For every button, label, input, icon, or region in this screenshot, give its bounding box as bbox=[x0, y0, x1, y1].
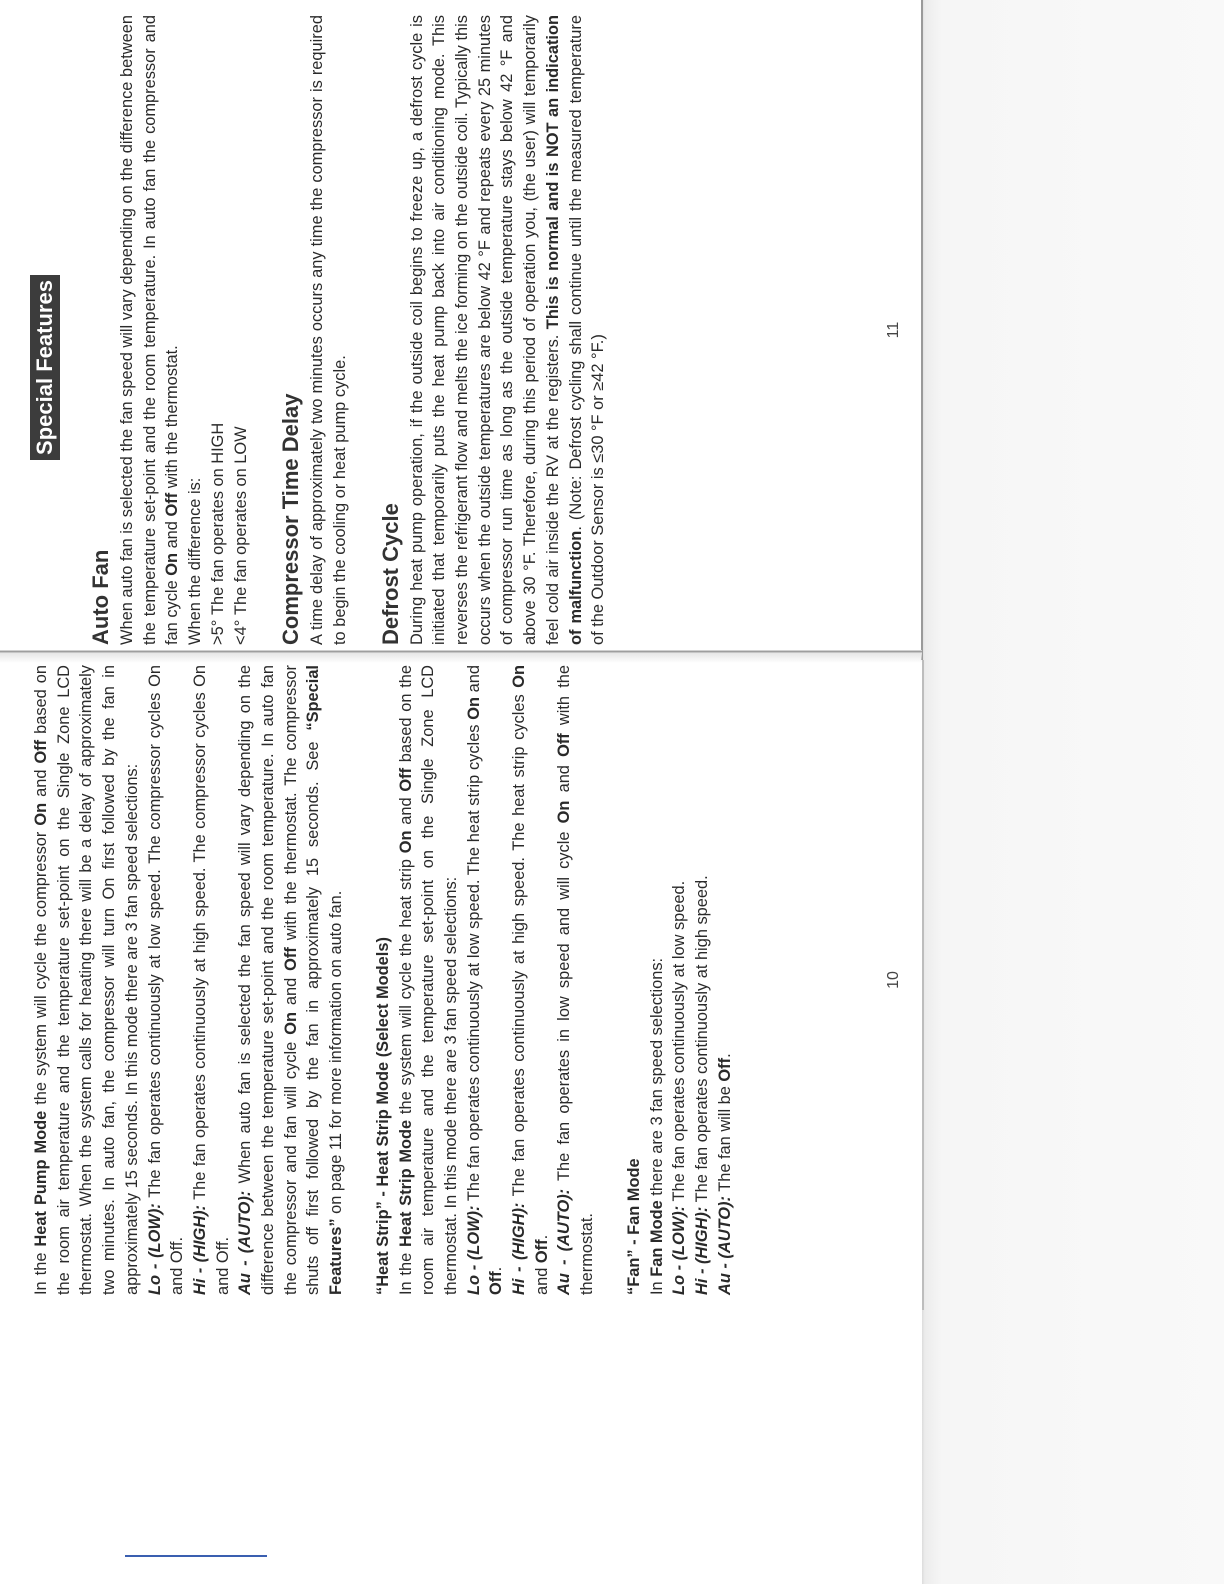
page-edge bbox=[922, 660, 924, 1310]
heat-strip-low-setting: Lo - (LOW): The fan operates continuously at low speed. The heat strip cycles On and Off. bbox=[464, 664, 506, 1295]
page-number: 10 bbox=[885, 971, 902, 989]
heat-pump-low-setting: Lo - (LOW): The fan operates continuously at low speed. The compressor cycles On and Off. bbox=[145, 665, 187, 1295]
fan-mode-heading: “Fan” - Fan Mode bbox=[624, 1158, 643, 1295]
fan-mode-auto-setting: Au - (AUTO): The fan will be Off. bbox=[715, 1053, 734, 1295]
manual-page-11 bbox=[30, 15, 900, 645]
scanner-background bbox=[922, 0, 1224, 1584]
fold-shadow bbox=[0, 653, 922, 663]
heat-pump-mode-paragraph: In the Heat Pump Mode the system will cycle the compressor On and Off based on the room air temperature and the temperature set-point on the Single Zone LCD thermostat. When the system calls for heating there will be a delay of approximately two minutes. In auto fan, the compressor will turn On first followed by the fan in approximately 15 seconds. In this mode there are 3 fan speed selections: bbox=[32, 664, 141, 1295]
heat-strip-auto-setting: Au - (AUTO): The fan operates in low speed and will cycle On and Off with the thermostat. bbox=[555, 665, 597, 1295]
fan-mode-low-setting: Lo - (LOW): The fan operates continuously at low speed. bbox=[670, 880, 689, 1295]
heat-strip-heading: “Heat Strip” - Heat Strip Mode (Select Models) bbox=[373, 937, 392, 1295]
heat-strip-high-setting: Hi - (HIGH): The fan operates continuously at high speed. The heat strip cycles On and Off. bbox=[510, 665, 551, 1295]
defrost-cycle-heading: Defrost Cycle bbox=[377, 503, 403, 645]
compressor-delay-paragraph: A time delay of approximately two minutes occurs any time the compressor is required to begin the cooling or heat pump cycle. bbox=[308, 15, 349, 645]
auto-fan-paragraph: When auto fan is selected the fan speed will vary depending on the difference between the temperature set-point and the room temperature. In auto fan the compressor and fan cycle On and Off with the thermostat. bbox=[118, 15, 182, 645]
page-number: 11 bbox=[885, 321, 902, 339]
defrost-cycle-paragraph: During heat pump operation, if the outside coil begins to freeze up, a defrost cycle is initiated that temporarily puts the heat pump back into air conditioning mode. This reverses the refrigerant flow and melts the ice forming on the outside coil. Typically this occurs when the outside temperatures are below 42 °F and repeats every 25 minutes of compressor run time as long as the outside temperature stays below 42 °F and above 30 °F. Therefore, during this period of operation you, (the user) will temporarily feel cold air inside the RV at the registers. This is normal and is NOT an indication of malfunction. (Note: Defrost cycling shall continue until the measured temperature of the Outdoor Sensor is ≤30 °F or ≥42 °F.) bbox=[407, 15, 608, 645]
page-edge bbox=[921, 0, 923, 660]
auto-fan-difference-label: When the difference is: bbox=[186, 477, 205, 645]
heat-pump-high-setting: Hi - (HIGH): The fan operates continuously at high speed. The compressor cycles On and Off. bbox=[190, 665, 232, 1295]
manual-page-10 bbox=[30, 665, 900, 1295]
auto-fan-heading: Auto Fan bbox=[88, 549, 113, 645]
stray-pen-mark bbox=[125, 1555, 267, 1557]
compressor-delay-heading: Compressor Time Delay bbox=[278, 393, 304, 645]
difference-row-high: >5° The fan operates on HIGH bbox=[208, 422, 227, 645]
heat-pump-auto-setting: Au - (AUTO): When auto fan is selected the fan speed will vary depending on the difference between the temperature set-point and the room temperature. In auto fan the compressor and fan will cycle On and Off with the thermostat. The compressor shuts off first followed by the fan in approximately 15 seconds. See “Special Features” on page 11 for more information on auto fan. bbox=[236, 665, 346, 1295]
special-features-reference: “Special Features” bbox=[304, 665, 346, 1295]
fan-mode-paragraph: In Fan Mode there are 3 fan speed selections: bbox=[647, 957, 666, 1295]
difference-row-low: <4° The fan operates on LOW bbox=[231, 426, 250, 645]
fan-mode-high-setting: Hi - (HIGH): The fan operates continuously at high speed. bbox=[692, 875, 711, 1295]
heat-strip-paragraph: In the Heat Strip Mode the system will cycle the heat strip On and Off based on the room air temperature and the temperature set-point on the Single Zone LCD thermostat. In this mode there are 3 fan speed selections: bbox=[396, 665, 460, 1295]
special-features-banner: Special Features bbox=[30, 275, 60, 460]
